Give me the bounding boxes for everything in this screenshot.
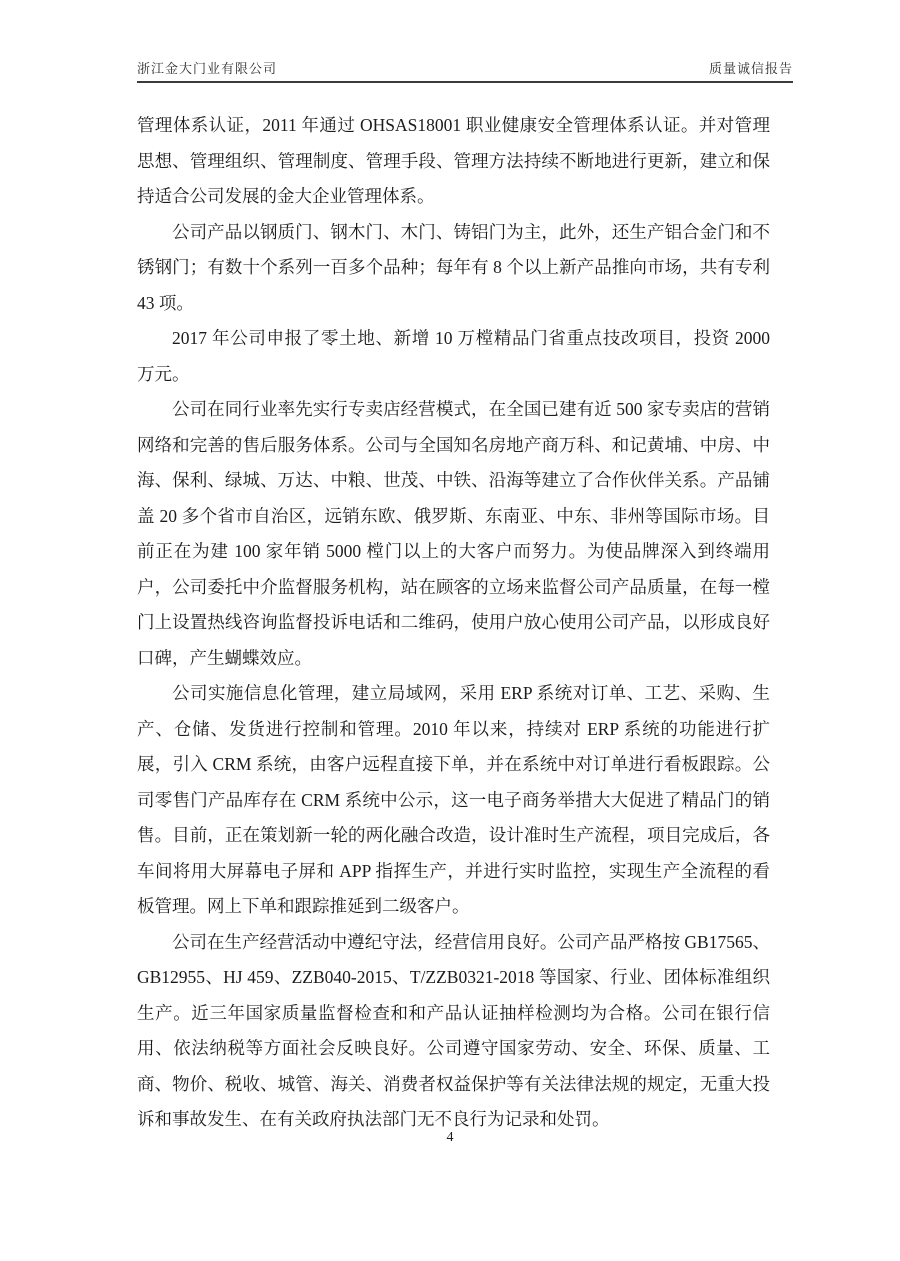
page-header	[137, 58, 793, 83]
page-footer	[0, 1130, 900, 1146]
paragraph-compliance: 公司在生产经营活动中遵纪守法，经营信用良好。公司产品严格按 GB17565、GB12955、HJ 459、ZZB040-2015、T/ZZB0321-2018 等国家、行业、团体标准组织生产。近三年国家质量监督检查和和产品认证抽样检测均为合格。公司在银行信用、依法纳税等方面社会反映良好。公司遵守国家劳动、安全、环保、质量、工商、物价、税收、城管、海关、消费者权益保护等有关法律法规的规定，无重大投诉和事故发生、在有关政府执法部门无不良行为记录和处罚。	[137, 931, 770, 1129]
header-company-name: 浙江金大门业有限公司	[137, 61, 278, 76]
paragraph-informatization: 公司实施信息化管理，建立局域网，采用 ERP 系统对订单、工艺、采购、生产、仓储、发货进行控制和管理。2010 年以来，持续对 ERP 系统的功能进行扩展，引入 CRM 系统，由客户远程直接下单，并在系统中对订单进行看板跟踪。公司零售门产品库存在 CRM 系统中公示，这一电子商务举措大大促进了精品门的销售。目前，正在策划新一轮的两化融合改造，设计准时生产流程，项目完成后，各车间将用大屏幕电子屏和 APP 指挥生产，并进行实时监控，实现生产全流程的看板管理。网上下单和跟踪推延到二级客户。	[137, 683, 770, 916]
paragraph-management-system: 管理体系认证，2011 年通过 OHSAS18001 职业健康安全管理体系认证。并对管理思想、管理组织、管理制度、管理手段、管理方法持续不断地进行更新，建立和保持适合公司发展的金大企业管理体系。	[137, 115, 770, 206]
paragraph-products: 公司产品以钢质门、钢木门、木门、铸铝门为主，此外，还生产铝合金门和不锈钢门；有数十个系列一百多个品种；每年有 8 个以上新产品推向市场，共有专利 43 项。	[137, 221, 770, 313]
paragraph-sales-network: 公司在同行业率先实行专卖店经营模式，在全国已建有近 500 家专卖店的营销网络和完善的售后服务体系。公司与全国知名房地产商万科、和记黄埔、中房、中海、保利、绿城、万达、中粮、世茂、中铁、沿海等建立了合作伙伴关系。产品铺盖 20 多个省市自治区，远销东欧、俄罗斯、东南亚、中东、非州等国际市场。目前正在为建 100 家年销 5000 樘门以上的大客户而努力。为使品牌深入到终端用户，公司委托中介监督服务机构，站在顾客的立场来监督公司产品质量，在每一樘门上设置热线咨询监督投诉电话和二维码，使用户放心使用公司产品，以形成良好口碑，产生蝴蝶效应。	[137, 399, 770, 668]
page-number: 4	[446, 1130, 454, 1145]
document-body	[137, 108, 770, 1138]
header-report-title: 质量诚信报告	[708, 61, 793, 76]
paragraph-2017-project: 2017 年公司申报了零土地、新增 10 万樘精品门省重点技改项目，投资 2000 万元。	[137, 328, 770, 384]
